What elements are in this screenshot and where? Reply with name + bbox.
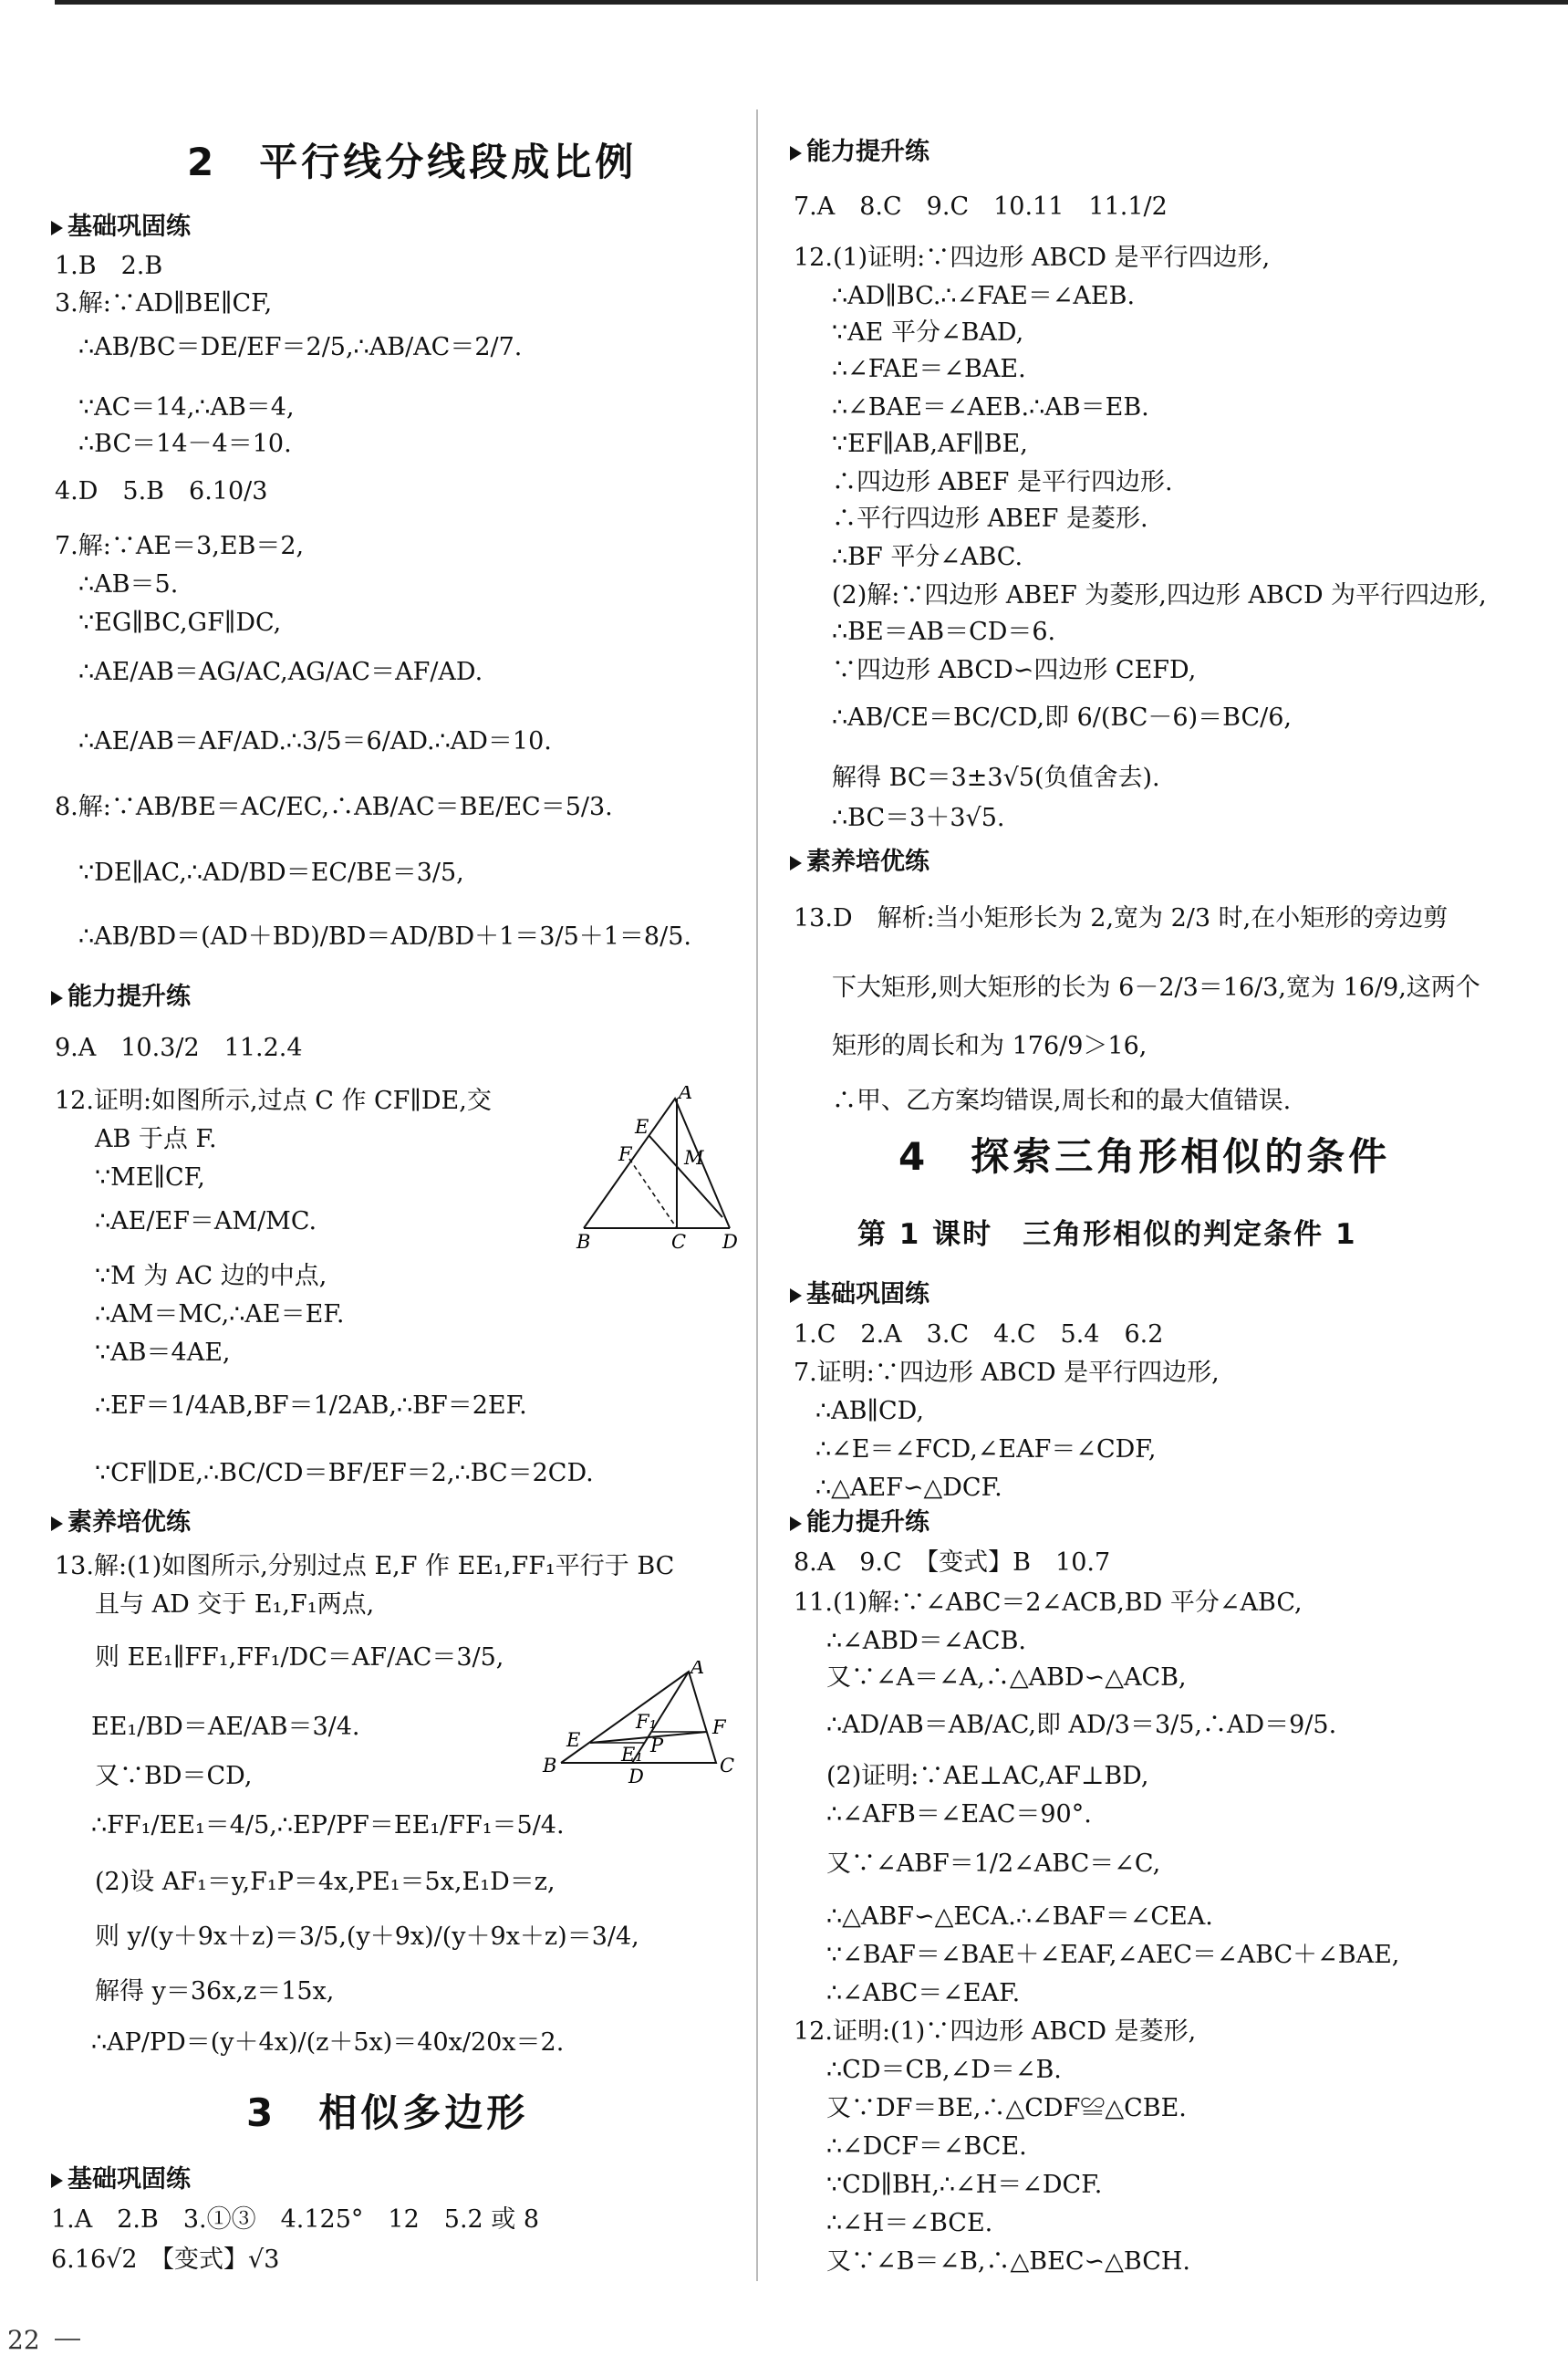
answer-line: EE₁/BD＝AE/AB＝3/4.	[91, 1713, 360, 1741]
answer-line: ∵EF∥AB,AF∥BE,	[832, 430, 1028, 458]
label-E: E	[566, 1729, 581, 1751]
answer-line: 7.证明:∵四边形 ABCD 是平行四边形,	[794, 1359, 1220, 1387]
heading-quality: 素养培优练	[790, 847, 929, 878]
column-divider	[756, 109, 758, 2281]
answer-line: 4.D 5.B 6.10/3	[55, 477, 268, 505]
answer-line: 解得 BC＝3±3√5(负值舍去).	[832, 764, 1160, 792]
answer-line: (2)解:∵四边形 ABEF 为菱形,四边形 ABCD 为平行四边形,	[832, 581, 1487, 610]
answer-line: 12.证明:如图所示,过点 C 作 CF∥DE,交	[55, 1087, 492, 1115]
answer-line: ∵CF∥DE,∴BC/CD＝BF/EF＝2,∴BC＝2CD.	[95, 1459, 594, 1487]
answer-line: ∴AE/AB＝AG/AC,AG/AC＝AF/AD.	[78, 658, 483, 686]
answer-line: 且与 AD 交于 E₁,F₁两点,	[95, 1590, 375, 1619]
label-C: C	[720, 1755, 735, 1777]
answer-line: ∴∠E＝∠FCD,∠EAF＝∠CDF,	[815, 1435, 1157, 1464]
lesson-title: 第 1 课时 三角形相似的判定条件 1	[857, 1218, 1357, 1251]
answer-line: ∵CD∥BH,∴∠H＝∠DCF.	[826, 2171, 1103, 2199]
answer-line: ∴∠ABD＝∠ACB.	[826, 1627, 1026, 1655]
answer-line: 1.A 2.B 3.①③ 4.125° 12 5.2 或 8	[51, 2205, 540, 2234]
answer-line: ∴CD＝CB,∠D＝∠B.	[826, 2056, 1062, 2084]
label-C: C	[671, 1231, 687, 1250]
answer-line: ∴AD/AB＝AB/AC,即 AD/3＝3/5,∴AD＝9/5.	[826, 1711, 1337, 1739]
answer-line: ∵AC＝14,∴AB＝4,	[78, 393, 295, 422]
answer-line: 则 y/(y＋9x＋z)＝3/5,(y＋9x)/(y＋9x＋z)＝3/4,	[95, 1923, 639, 1951]
answer-line: ∴平行四边形 ABEF 是菱形.	[832, 505, 1148, 533]
answer-line: 又∵∠ABF＝1/2∠ABC＝∠C,	[826, 1850, 1161, 1878]
answer-line: 8.A 9.C 【变式】B 10.7	[794, 1548, 1111, 1577]
answer-line: ∴AM＝MC,∴AE＝EF.	[95, 1300, 345, 1329]
answer-line: ∴AP/PD＝(y＋4x)/(z＋5x)＝40x/20x＝2.	[91, 2028, 565, 2057]
answer-line: ∴AB/BC＝DE/EF＝2/5,∴AB/AC＝2/7.	[78, 333, 523, 361]
answer-line: ∴EF＝1/4AB,BF＝1/2AB,∴BF＝2EF.	[95, 1391, 527, 1420]
answer-line: ∴AB∥CD,	[815, 1397, 924, 1425]
answer-line: 7.A 8.C 9.C 10.11 11.1/2	[794, 193, 1168, 221]
heading-basic: 基础巩固练	[790, 1279, 929, 1310]
answer-line: 下大矩形,则大矩形的长为 6－2/3＝16/3,宽为 16/9,这两个	[832, 974, 1480, 1002]
answer-line: 3.解:∵AD∥BE∥CF,	[55, 289, 273, 318]
label-B: B	[543, 1755, 557, 1777]
answer-line: ∴甲、乙方案均错误,周长和的最大值错误.	[832, 1087, 1292, 1115]
figure-triangle-1	[566, 1086, 748, 1250]
answer-line: ∴AE/EF＝AM/MC.	[95, 1207, 317, 1235]
top-border	[55, 0, 1568, 5]
answer-line: 8.解:∵AB/BE＝AC/EC,∴AB/AC＝BE/EC＝5/3.	[55, 793, 613, 821]
answer-line: ∵M 为 AC 边的中点,	[95, 1262, 327, 1290]
answer-line: ∴AB＝5.	[78, 570, 179, 599]
label-D: D	[628, 1766, 644, 1787]
heading-improve: 能力提升练	[51, 982, 191, 1013]
section-title-4: 4 探索三角形相似的条件	[898, 1134, 1391, 1179]
answer-line: AB 于点 F.	[95, 1125, 217, 1153]
heading-basic-2: 基础巩固练	[51, 2164, 191, 2195]
answer-line: ∴BF 平分∠ABC.	[832, 543, 1023, 571]
answer-line: ∵AB＝4AE,	[95, 1339, 231, 1367]
heading-improve: 能力提升练	[790, 137, 929, 168]
answer-line: ∴AB/BD＝(AD＋BD)/BD＝AD/BD＋1＝3/5＋1＝8/5.	[78, 922, 691, 951]
label-D: D	[722, 1231, 738, 1250]
heading-basic: 基础巩固练	[51, 212, 191, 243]
label-B: B	[576, 1231, 591, 1250]
answer-line: ∵ME∥CF,	[95, 1163, 205, 1192]
answer-line: ∴FF₁/EE₁＝4/5,∴EP/PF＝EE₁/FF₁＝5/4.	[91, 1811, 565, 1839]
answer-line: 12.证明:(1)∵四边形 ABCD 是菱形,	[794, 2017, 1197, 2046]
answer-line: 又∵∠B＝∠B,∴△BEC∽△BCH.	[826, 2247, 1191, 2276]
answer-line: 则 EE₁∥FF₁,FF₁/DC＝AF/AC＝3/5,	[95, 1643, 504, 1672]
label-F: F	[712, 1716, 726, 1738]
heading-quality: 素养培优练	[51, 1507, 191, 1538]
page-number: 22	[7, 2325, 80, 2355]
answer-line: 11.(1)解:∵∠ABC＝2∠ACB,BD 平分∠ABC,	[794, 1589, 1303, 1617]
answer-line: 1.B 2.B	[55, 252, 163, 280]
answer-line: (2)设 AF₁＝y,F₁P＝4x,PE₁＝5x,E₁D＝z,	[95, 1868, 556, 1896]
answer-line: 13.解:(1)如图所示,分别过点 E,F 作 EE₁,FF₁平行于 BC	[55, 1552, 675, 1580]
answer-line: ∵∠BAF＝∠BAE＋∠EAF,∠AEC＝∠ABC＋∠BAE,	[826, 1941, 1400, 1969]
answer-line: 12.(1)证明:∵四边形 ABCD 是平行四边形,	[794, 244, 1271, 272]
answer-line: ∵AE 平分∠BAD,	[832, 318, 1024, 347]
answer-line: ∴AD∥BC.∴∠FAE＝∠AEB.	[832, 282, 1136, 310]
answer-line: ∴∠FAE＝∠BAE.	[832, 355, 1026, 383]
answer-line: ∴AB/CE＝BC/CD,即 6/(BC－6)＝BC/6,	[832, 703, 1292, 732]
answer-line: 又∵BD＝CD,	[95, 1762, 253, 1790]
label-E: E	[635, 1116, 649, 1138]
answer-line: ∵四边形 ABCD∽四边形 CEFD,	[832, 656, 1197, 684]
answer-line: ∵EG∥BC,GF∥DC,	[78, 609, 282, 637]
answer-line: 13.D 解析:当小矩形长为 2,宽为 2/3 时,在小矩形的旁边剪	[794, 904, 1449, 933]
section-title-2: 2 平行线分线段成比例	[187, 140, 638, 184]
answer-line: ∴∠DCF＝∠BCE.	[826, 2132, 1027, 2161]
answer-line: 7.解:∵AE＝3,EB＝2,	[55, 532, 305, 560]
answer-line: ∴BC＝3＋3√5.	[832, 804, 1005, 832]
answer-line: 又∵DF＝BE,∴△CDF≌△CBE.	[826, 2094, 1187, 2122]
label-E1: E₁	[621, 1744, 643, 1766]
answer-line: ∴AE/AB＝AF/AD.∴3/5＝6/AD.∴AD＝10.	[78, 727, 552, 756]
label-A: A	[691, 1661, 705, 1678]
answer-line: 1.C 2.A 3.C 4.C 5.4 6.2	[794, 1320, 1164, 1349]
figure-triangle-2	[534, 1661, 743, 1788]
answer-line: ∵DE∥AC,∴AD/BD＝EC/BE＝3/5,	[78, 859, 464, 887]
answer-line: ∴△ABF∽△ECA.∴∠BAF＝∠CEA.	[826, 1902, 1213, 1931]
answer-line: ∴BE＝AB＝CD＝6.	[832, 618, 1056, 646]
answer-line: 解得 y＝36x,z＝15x,	[95, 1977, 335, 2006]
heading-improve-2: 能力提升练	[790, 1507, 929, 1538]
section-title-3: 3 相似多边形	[246, 2090, 529, 2135]
label-M: M	[684, 1147, 704, 1169]
answer-line: 6.16√2 【变式】√3	[51, 2246, 280, 2274]
label-P: P	[650, 1735, 664, 1756]
answer-line: ∴∠ABC＝∠EAF.	[826, 1979, 1021, 2007]
answer-line: ∴∠BAE＝∠AEB.∴AB＝EB.	[832, 393, 1149, 422]
answer-line: 9.A 10.3/2 11.2.4	[55, 1034, 303, 1062]
answer-line: ∴∠H＝∠BCE.	[826, 2209, 993, 2237]
answer-line: ∴∠AFB＝∠EAC＝90°.	[826, 1800, 1092, 1829]
label-F: F	[618, 1143, 632, 1165]
label-F1: F₁	[636, 1711, 657, 1733]
answer-line: ∴四边形 ABEF 是平行四边形.	[832, 468, 1173, 496]
answer-line: (2)证明:∵AE⊥AC,AF⊥BD,	[826, 1762, 1149, 1790]
label-A: A	[679, 1086, 693, 1103]
answer-line: ∴△AEF∽△DCF.	[815, 1474, 1002, 1502]
answer-line: 又∵∠A＝∠A,∴△ABD∽△ACB,	[826, 1663, 1187, 1692]
answer-line: ∴BC＝14－4＝10.	[78, 430, 292, 458]
answer-line: 矩形的周长和为 176/9＞16,	[832, 1032, 1147, 1060]
